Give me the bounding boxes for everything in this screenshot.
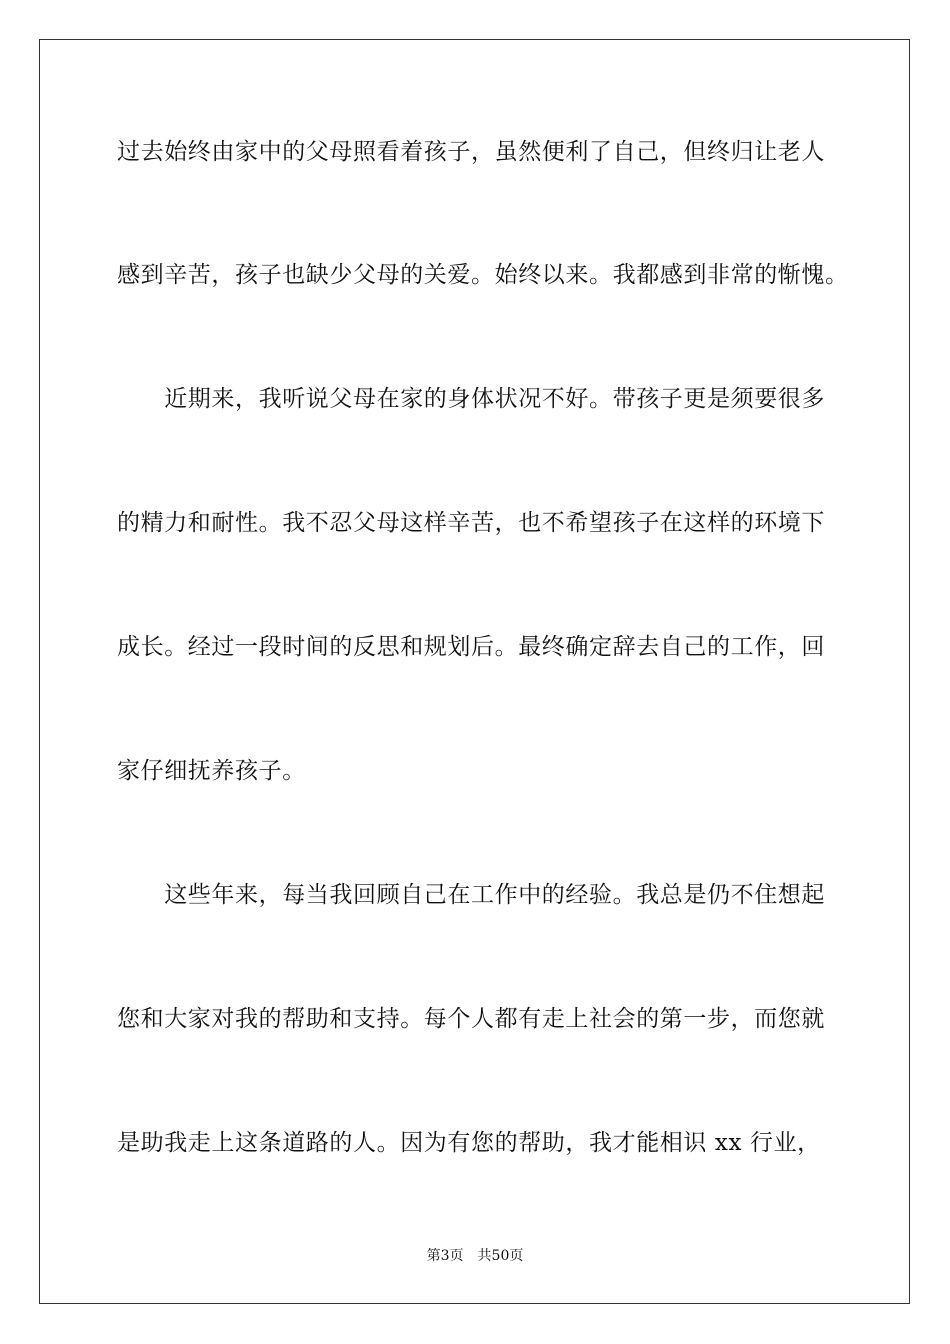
- body-text-line: 的精力和耐性。我不忍父母这样辛苦，也不希望孩子在这样的环境下: [117, 510, 825, 536]
- body-text-line: 您和大家对我的帮助和支持。每个人都有走上社会的第一步，而您就: [117, 1006, 825, 1032]
- body-text-line: 感到辛苦，孩子也缺少父母的关爱。始终以来。我都感到非常的惭愧。: [117, 262, 849, 288]
- body-text-line: 这些年来，每当我回顾自己在工作中的经验。我总是仍不住想起: [117, 882, 825, 908]
- page-footer: [0, 1247, 950, 1265]
- body-text-line: 是助我走上这条道路的人。因为有您的帮助，我才能相识 xx 行业，: [117, 1130, 821, 1156]
- body-text-line: 家仔细抚养孩子。: [117, 758, 306, 784]
- body-text-line: 过去始终由家中的父母照看着孩子，虽然便利了自己，但终归让老人: [117, 139, 825, 165]
- body-text-line: 近期来，我听说父母在家的身体状况不好。带孩子更是须要很多: [117, 386, 825, 412]
- total-pages: 共50页: [477, 1248, 524, 1264]
- page-number: 第3页: [426, 1248, 464, 1264]
- page-border: [39, 39, 910, 1304]
- body-text-line: 成长。经过一段时间的反思和规划后。最终确定辞去自己的工作，回: [117, 634, 825, 660]
